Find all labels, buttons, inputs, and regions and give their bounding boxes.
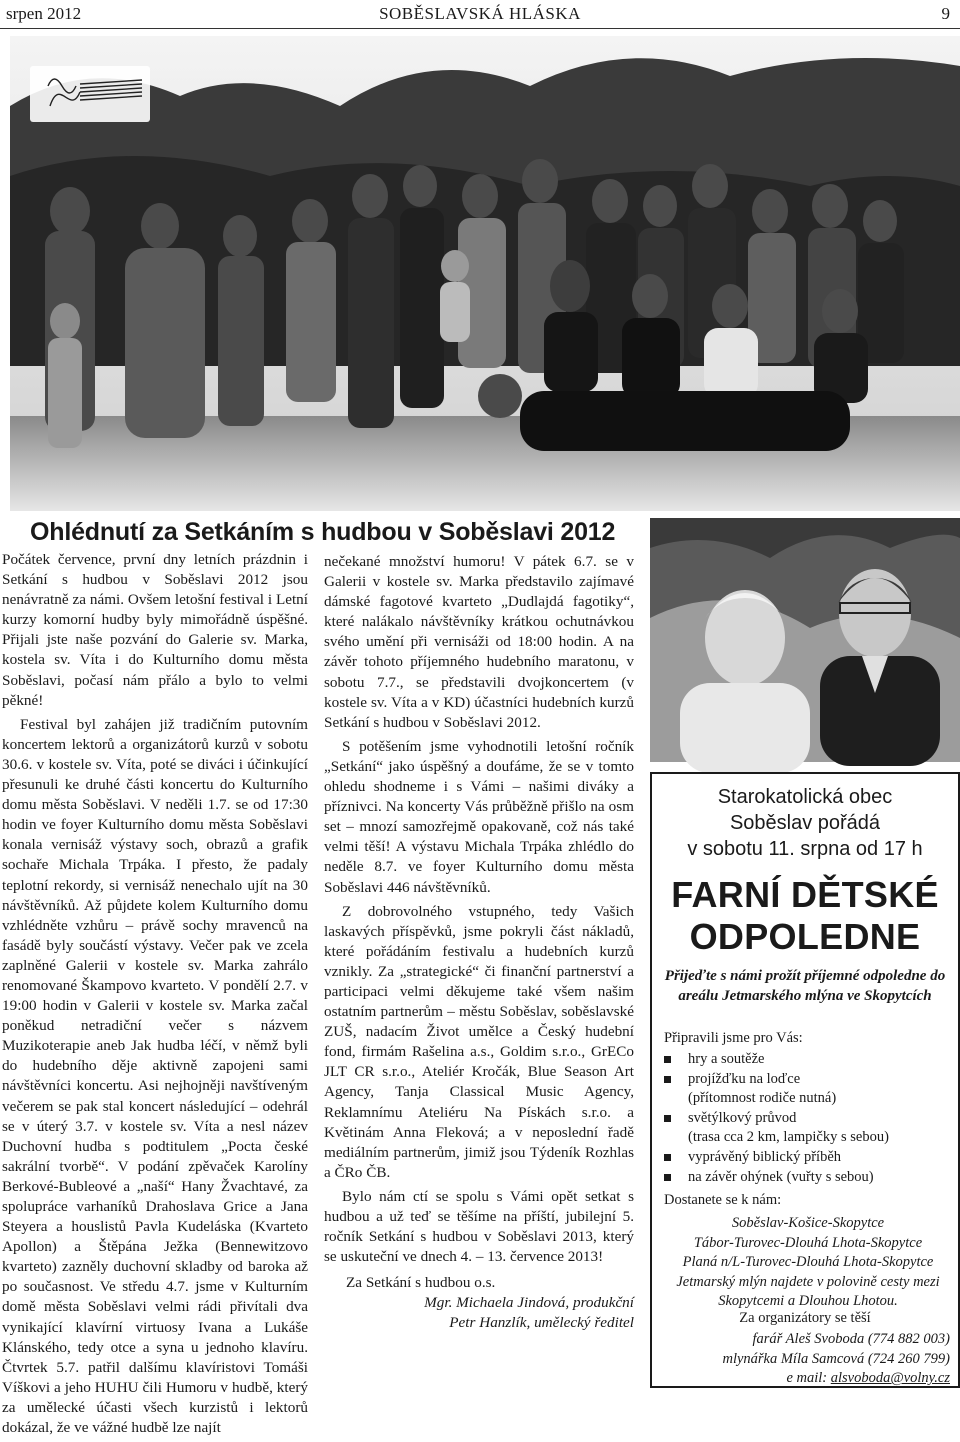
advert-organizer-action: Soběslav pořádá bbox=[729, 812, 881, 834]
advert-organizer: Starokatolická obec bbox=[717, 786, 893, 808]
route: Tábor-Turovec-Dlouhá Lhota-Skopytce bbox=[693, 1234, 923, 1251]
paragraph: Bylo nám ctí se spolu s Vámi opět setkat s hudbou a už teď se těšíme na příští, jubilejní 5. ročník Setkání s hudbou v Soběslavi 2013, který se uskuteční ve dnech 4. – 13. července 2013! bbox=[324, 1187, 634, 1266]
advert-program-list bbox=[662, 1050, 954, 1187]
portrait-photo-image bbox=[650, 518, 960, 762]
signoff-director: Petr Hanzlík, umělecký ředitel bbox=[449, 1314, 634, 1332]
route: Soběslav-Košice-Skopytce bbox=[731, 1215, 885, 1231]
advert-title-line: ODPOLEDNE bbox=[689, 916, 921, 957]
group-photo bbox=[10, 36, 960, 511]
list-item: vyprávěný biblický příběh bbox=[662, 1148, 954, 1168]
contact-email-line: e mail: alsvoboda@volny.cz bbox=[786, 1370, 950, 1387]
advert-intro bbox=[652, 784, 958, 862]
route-note: Jetmarský mlýn najdete v polovině cesty mezi Skopytcemi a Dlouhou Lhotou. bbox=[676, 1273, 940, 1310]
contact-miller: mlynářka Míla Samcová (724 260 799) bbox=[722, 1350, 950, 1367]
portrait-photo bbox=[650, 518, 960, 762]
advert-contact-label: Za organizátory se těší bbox=[739, 1310, 871, 1326]
advert-title bbox=[652, 874, 958, 958]
paragraph: Počátek července, první dny letních prázdnin i Setkání s hudbou v Soběslavi 2012 jsou nenávratně za námi. Ovšem letošní festival i Letní kurzy komorní hudby byly mimořádně úspěšné. Přijali jste naše pozvání do Galerie sv. Marka, kostela sv. Víta i do Kulturního domu města Soběslavi, počasí nám přálo a bylo to velmi pěkné! bbox=[2, 551, 308, 709]
list-item: na závěr ohýnek (vuřty s sebou) bbox=[662, 1168, 954, 1188]
paragraph: Z dobrovolného vstupného, tedy Vašich laskavých příspěvků, jsme pokryli část nákladů, které pořádáním festivalu a hudebních kurzů vznikly. Za „strategické“ či finanční partnerství a participaci velmi děkujeme také všem našim ostatním partnerům – městu Soběslav, soběslavské ZUŠ, nadacím Život umělce a Český hudební fond, firmám Rašelina a.s., Goldim s.r.o., GrECo JLT CR s.r.o., Ateliér Kročák, Blue Season Art Agency, Tanja Classical Music Agency, Reklamnímu Ateliéru Na Pískách s.r.o. a Květinám Anna Fleková; a v neposlední řadě mediálním partnerům, jimiž jsou Týdeník Rozhlas a ČRo ČB. bbox=[324, 902, 634, 1181]
paragraph: S potěšením jsme vyhodnotili letošní ročník „Setkání“ jako úspěšný a doufáme, že se v tomto ohledu shodneme i s Vámi – našimi diváky a příznivci. Na koncerty Vás průběžně přišlo na osm set – mnozí samozřejmě opakovaně, což nás také velmi těší! A výstavu Michala Trpáka zhlédlo do neděle 8.7. ve foyer Kulturního domu města Soběslavi 446 návštěvníků. bbox=[324, 737, 634, 896]
advert-program-label: Připravili jsme pro Vás: bbox=[664, 1030, 803, 1046]
paragraph: nečekané množství humoru! V pátek 6.7. se v Galerii v kostele sv. Marka představilo zajímavé dámské fagotové kvarteto „Dudlajdá fagotiky“, které nalákalo návštěvníky krátkou ochutnávkou svého umění při vernisáži od 18:00 hodin. A na závěr tohoto příjemného hudebního maratonu, v sobotu 7.7., se představili dvojkoncertem (v kostele sv. Víta a v KD) účastníci hudebních kurzů Setkání s hudbou v Soběslavi 2012. bbox=[324, 553, 634, 731]
advert-directions-label: Dostanete se k nám: bbox=[664, 1192, 782, 1208]
header-rule bbox=[0, 28, 960, 29]
page-header bbox=[0, 0, 960, 30]
list-item: světýlkový průvod (trasa cca 2 km, lampičky s sebou) bbox=[662, 1109, 954, 1148]
article-title: Ohlédnutí za Setkáním s hudbou v Soběslavi 2012 bbox=[30, 518, 616, 546]
signoff-producer: Mgr. Michaela Jindová, produkční bbox=[424, 1294, 634, 1312]
group-photo-image bbox=[10, 36, 960, 511]
contact-priest: farář Aleš Svoboda (774 882 003) bbox=[752, 1331, 950, 1347]
article-column-1 bbox=[2, 550, 308, 1442]
advert-title-line: FARNÍ DĚTSKÉ bbox=[671, 874, 939, 915]
article-signoff bbox=[324, 1273, 634, 1333]
email-link[interactable]: alsvoboda@volny.cz bbox=[830, 1370, 950, 1387]
list-item: hry a soutěže bbox=[662, 1050, 954, 1070]
page-number: 9 bbox=[941, 4, 950, 23]
list-item: projížďku na loďce (přítomnost rodiče nutná) bbox=[662, 1070, 954, 1109]
advert-routes bbox=[662, 1214, 954, 1312]
signoff-organization: Za Setkání s hudbou o.s. bbox=[346, 1274, 496, 1292]
advert-date: v sobotu 11. srpna od 17 h bbox=[687, 838, 923, 860]
issue-date: srpen 2012 bbox=[6, 4, 82, 23]
advert-contacts bbox=[652, 1330, 950, 1389]
advert-subtitle: Přijeďte s námi prožít příjemné odpoledne do areálu Jetmarského mlýna ve Skopytcích bbox=[664, 968, 946, 1004]
paragraph: Festival byl zahájen již tradičním putovním koncertem lektorů a organizátorů kurzů v sobotu 30.6. v kostele sv. Víta, poté se diváci i účinkující přesunuli ke druhé části koncertu do Kulturního domu města Soběslavi. V neděli 1.7. se od 17:30 hodin ve foyer Kulturního domu města Soběslavi konala vernisáž výstavy soch, obrazů a grafik sochaře Michala Trpáka. I přesto, že padaly teplotní rekordy, si vernisáž nenechalo ujít na 30 návštěvníků. Až půjdete kolem Kulturního domu vzhlédněte vzhůru – právě sochy mravenců na fasádě byly součástí výstavy. Večer pak ve zcela zaplněné Galerii v kostele sv. Marka zahrálo renomované Škampovo kvarteto. V pondělí 2.7. v 19:00 hodin v Galerii v kostele sv. Marka začal poněkud netradiční večer s názvem Muzikoterapie aneb Jak hudba léčí, v němž byli do hudebního děje aktivně zapojeni sami návštěvníci koncertu. Asi nejhojněji navštíveným večerem se pak stal koncert následující – odehrál se v úterý 3.7. v kostele sv. Víta a nesl název Duchovní hudba s podtitulem „Pocta české sakrální tvorbě“. V podání zpěvaček Karolíny Berkové-Bubleové a „naší“ Hany Žvachtavé, za spolupráce varhaníků Drahoslava Grice a Jana Steyera a houslistů Pavla Kudeláska (Kvarteto Apollon) a Štěpána Ježka (Bennewitzovo kvarteto) zazněly duchovní skladby od baroka až po současnost. Ve středu 4.7. jsme v Kulturním domě města Soběslavi velmi rádi přivítali dva vynikající klavírní virtuosy Ivana a Lukáše Klánského, tedy otce a syna u jednoho klavíru. Čtvrtek 5.7. patřil dalšímu klavíristovi Tomáši Víškovi a jeho HUHU čili Humoru v hudbě, který za umělecké účasti všech kurzistů i lektorů dokázal, že ve vážné hudbě lze najít bbox=[2, 715, 308, 1437]
article-column-2 bbox=[324, 552, 634, 1334]
route: Planá n/L-Turovec-Dlouhá Lhota-Skopytce bbox=[682, 1254, 934, 1271]
publication-name: SOBĚSLAVSKÁ HLÁSKA bbox=[379, 4, 581, 23]
event-advert bbox=[650, 772, 960, 1388]
